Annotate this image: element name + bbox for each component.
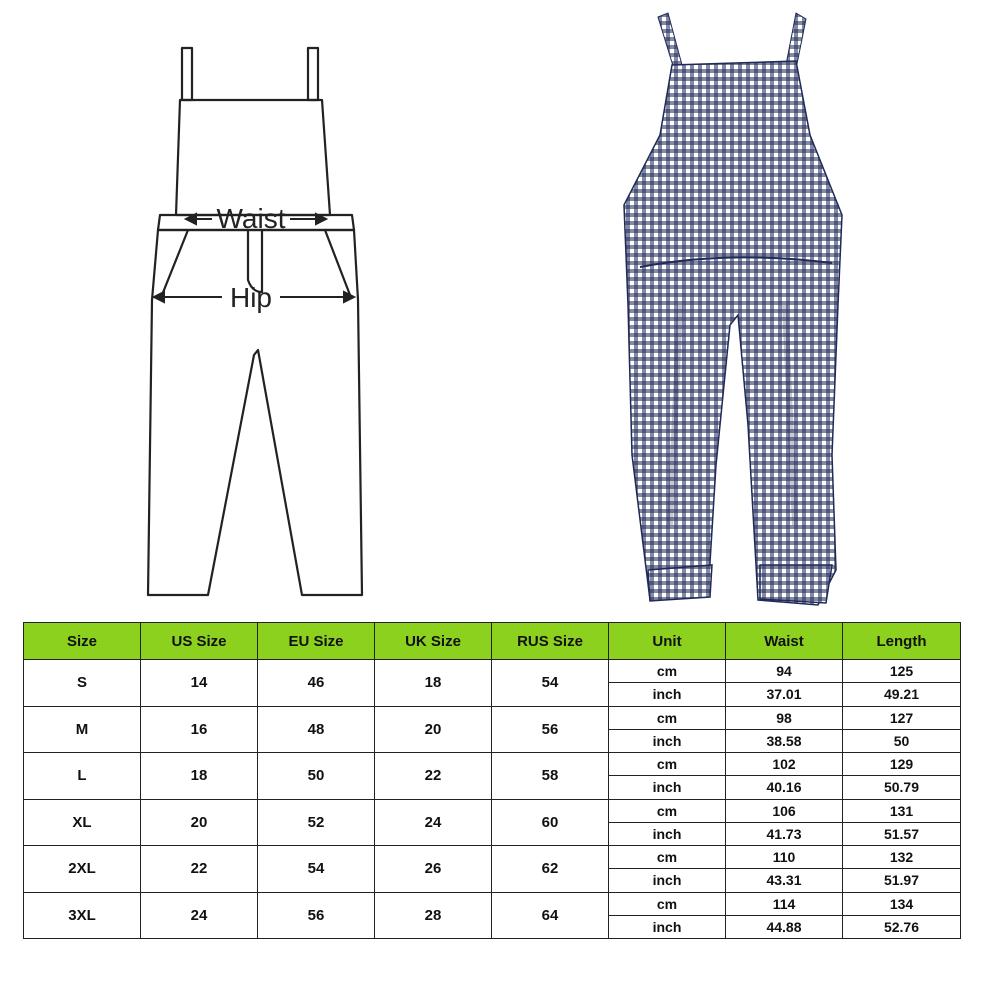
length-cell: 51.97	[843, 869, 961, 892]
waist-cell: 41.73	[726, 822, 843, 845]
gingham-overalls	[624, 13, 842, 605]
eu-size-cell: 54	[258, 846, 375, 893]
length-cell: 127	[843, 706, 961, 729]
us-size-cell: 20	[141, 799, 258, 846]
size-cell: 2XL	[24, 846, 141, 893]
header-eu: EU Size	[258, 623, 375, 660]
waist-cell: 106	[726, 799, 843, 822]
size-cell: L	[24, 753, 141, 800]
unit-cell: inch	[609, 822, 726, 845]
size-cell: M	[24, 706, 141, 753]
unit-cell: cm	[609, 892, 726, 915]
length-cell: 125	[843, 660, 961, 683]
bib-outline	[176, 100, 330, 215]
header-waist: Waist	[726, 623, 843, 660]
table-row	[24, 753, 961, 776]
length-cell: 49.21	[843, 683, 961, 706]
rus-size-cell: 60	[492, 799, 609, 846]
uk-size-cell: 24	[375, 799, 492, 846]
overalls-product-photo	[610, 5, 860, 610]
length-cell: 50	[843, 729, 961, 752]
waist-label: Waist	[216, 203, 286, 234]
size-cell: XL	[24, 799, 141, 846]
rus-size-cell: 56	[492, 706, 609, 753]
uk-size-cell: 22	[375, 753, 492, 800]
table-row	[24, 706, 961, 729]
right-strap	[308, 48, 318, 100]
unit-cell: inch	[609, 869, 726, 892]
length-cell: 51.57	[843, 822, 961, 845]
unit-cell: cm	[609, 846, 726, 869]
uk-size-cell: 20	[375, 706, 492, 753]
waist-cell: 98	[726, 706, 843, 729]
length-cell: 132	[843, 846, 961, 869]
waist-cell: 110	[726, 846, 843, 869]
left-pocket-line	[162, 230, 188, 295]
eu-size-cell: 46	[258, 660, 375, 707]
waist-cell: 38.58	[726, 729, 843, 752]
unit-cell: cm	[609, 753, 726, 776]
length-cell: 52.76	[843, 915, 961, 938]
table-row	[24, 660, 961, 683]
overalls-sketch	[130, 30, 380, 605]
length-cell: 134	[843, 892, 961, 915]
table-row	[24, 892, 961, 915]
length-cell: 129	[843, 753, 961, 776]
us-size-cell: 16	[141, 706, 258, 753]
uk-size-cell: 18	[375, 660, 492, 707]
unit-cell: inch	[609, 729, 726, 752]
header-uk: UK Size	[375, 623, 492, 660]
unit-cell: inch	[609, 776, 726, 799]
size-cell: 3XL	[24, 892, 141, 939]
length-cell: 50.79	[843, 776, 961, 799]
table-row	[24, 846, 961, 869]
rus-size-cell: 58	[492, 753, 609, 800]
uk-size-cell: 26	[375, 846, 492, 893]
rus-size-cell: 54	[492, 660, 609, 707]
right-pocket-line	[325, 230, 350, 295]
unit-cell: cm	[609, 799, 726, 822]
waist-cell: 94	[726, 660, 843, 683]
header-size: Size	[24, 623, 141, 660]
rus-size-cell: 64	[492, 892, 609, 939]
header-length: Length	[843, 623, 961, 660]
uk-size-cell: 28	[375, 892, 492, 939]
eu-size-cell: 52	[258, 799, 375, 846]
left-strap	[182, 48, 192, 100]
waist-cell: 102	[726, 753, 843, 776]
waist-cell: 40.16	[726, 776, 843, 799]
size-cell: S	[24, 660, 141, 707]
hip-label: Hip	[229, 282, 273, 313]
unit-cell: cm	[609, 706, 726, 729]
unit-cell: inch	[609, 915, 726, 938]
header-us: US Size	[141, 623, 258, 660]
header-unit: Unit	[609, 623, 726, 660]
unit-cell: inch	[609, 683, 726, 706]
waist-cell: 37.01	[726, 683, 843, 706]
us-size-cell: 24	[141, 892, 258, 939]
waist-cell: 44.88	[726, 915, 843, 938]
eu-size-cell: 50	[258, 753, 375, 800]
waist-cell: 114	[726, 892, 843, 915]
waist-cell: 43.31	[726, 869, 843, 892]
eu-size-cell: 48	[258, 706, 375, 753]
us-size-cell: 14	[141, 660, 258, 707]
size-chart-table	[23, 622, 961, 939]
header-rus: RUS Size	[492, 623, 609, 660]
us-size-cell: 18	[141, 753, 258, 800]
eu-size-cell: 56	[258, 892, 375, 939]
length-cell: 131	[843, 799, 961, 822]
us-size-cell: 22	[141, 846, 258, 893]
unit-cell: cm	[609, 660, 726, 683]
table-row	[24, 799, 961, 822]
header-row	[24, 623, 961, 660]
rus-size-cell: 62	[492, 846, 609, 893]
